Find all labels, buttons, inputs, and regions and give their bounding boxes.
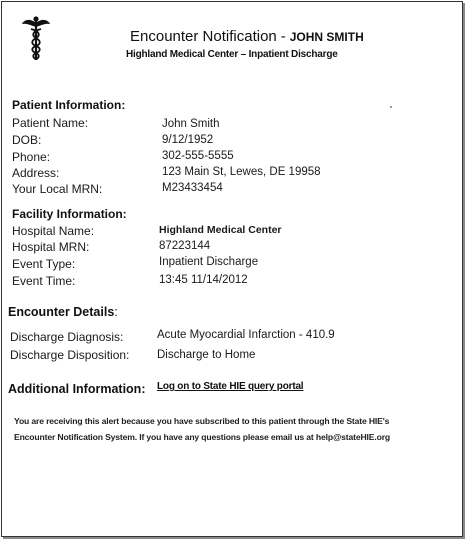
facility-info-heading: Facility Information: (12, 207, 127, 221)
additional-info-label: Additional Information: (8, 382, 146, 396)
phone-label: Phone: (12, 150, 51, 164)
discharge-diagnosis-value: Acute Myocardial Infarction - 410.9 (157, 329, 335, 341)
patient-info-heading: Patient Information: (12, 98, 126, 112)
caduceus-icon (21, 15, 51, 61)
discharge-disposition-label: Discharge Disposition: (10, 348, 130, 362)
dob-label: DOB: (12, 133, 42, 147)
event-type-value: Inpatient Discharge (159, 256, 259, 268)
page-subtitle: Highland Medical Center – Inpatient Discharge (126, 49, 338, 60)
patient-name-label: Patient Name: (12, 116, 89, 130)
event-type-label: Event Type: (12, 257, 76, 271)
page-title (130, 28, 364, 45)
patient-name-header: JOHN SMITH (289, 30, 364, 44)
encounter-details-heading (8, 305, 118, 319)
event-time-label: Event Time: (12, 274, 76, 288)
phone-value: 302-555-5555 (162, 150, 234, 162)
encounter-details-colon: : (114, 305, 118, 319)
hospital-name-value: Highland Medical Center (159, 224, 282, 236)
hospital-mrn-label: Hospital MRN: (12, 240, 90, 254)
patient-name-value: John Smith (162, 118, 220, 130)
notification-frame (1, 1, 463, 537)
address-value: 123 Main St, Lewes, DE 19958 (162, 166, 321, 178)
local-mrn-label: Your Local MRN: (12, 182, 103, 196)
dob-value: 9/12/1952 (162, 134, 214, 146)
event-time-value: 13:45 11/14/2012 (159, 274, 248, 286)
stray-dot (390, 106, 392, 108)
discharge-disposition-value: Discharge to Home (157, 349, 256, 361)
notice-line-1: You are receiving this alert because you have subscribed to this patient through the State HIE's (14, 416, 390, 426)
title-text: Encounter Notification (130, 28, 277, 45)
hospital-name-label: Hospital Name: (12, 224, 95, 238)
local-mrn-value: M23433454 (162, 182, 223, 194)
subscription-notice (14, 413, 459, 445)
hie-portal-link[interactable]: Log on to State HIE query portal (157, 381, 304, 392)
title-separator: - (280, 28, 286, 45)
address-label: Address: (12, 166, 60, 180)
notice-line-2: Encounter Notification System. If you have any questions please email us at help@stateHIE.org (14, 432, 390, 442)
discharge-diagnosis-label: Discharge Diagnosis: (10, 330, 124, 344)
hospital-mrn-value: 87223144 (159, 240, 211, 252)
encounter-details-text: Encounter Details (8, 305, 115, 319)
